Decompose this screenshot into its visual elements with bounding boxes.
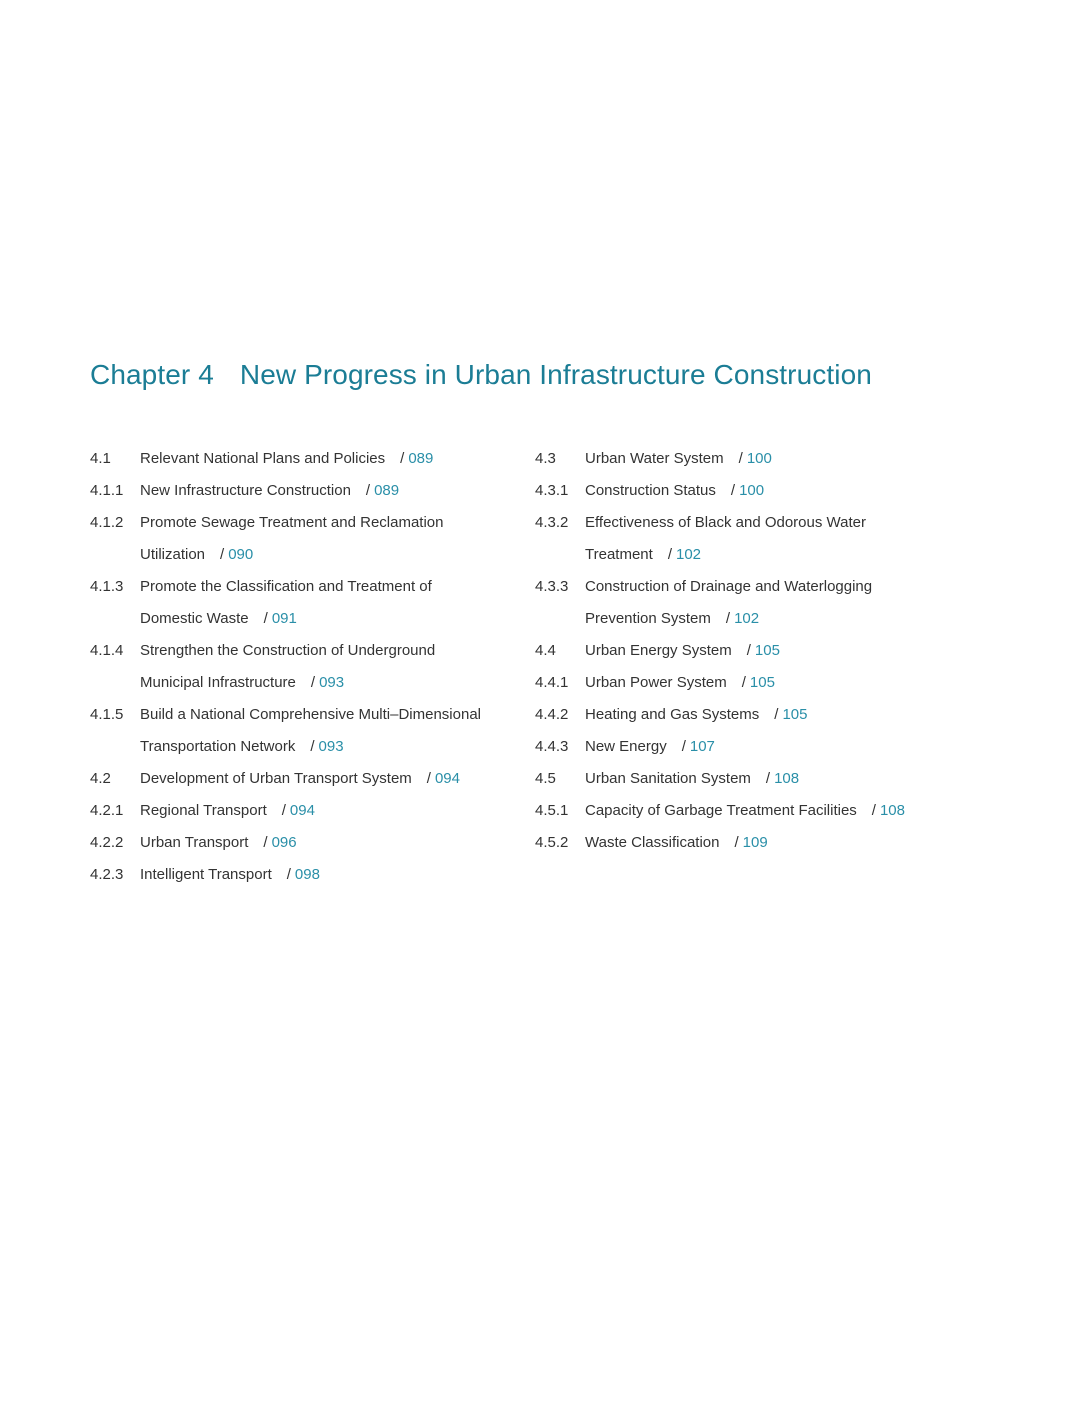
toc-line [90, 795, 520, 827]
toc-page-separator: / [310, 738, 315, 755]
toc-section-number: 4.4.2 [535, 706, 569, 723]
toc-entry[interactable] [90, 859, 520, 891]
toc-page-number[interactable]: 094 [289, 802, 315, 819]
toc-line [535, 475, 955, 507]
toc-page-separator: / [774, 706, 779, 723]
toc-page-separator: / [871, 802, 876, 819]
toc-page-number[interactable]: 105 [749, 674, 775, 691]
chapter-label: Chapter 4 [90, 359, 214, 390]
toc-entry[interactable] [535, 731, 955, 763]
toc-line [535, 443, 955, 475]
toc-page-number[interactable]: 100 [739, 482, 765, 499]
toc-page-separator: / [734, 834, 739, 851]
toc-entry[interactable] [90, 795, 520, 827]
toc-section-title: Regional Transport [140, 802, 267, 819]
toc-section-title: Urban Transport [140, 834, 249, 851]
toc-section-number: 4.5.2 [535, 834, 569, 851]
toc-page-number[interactable]: 107 [689, 738, 715, 755]
toc-entry[interactable] [535, 571, 955, 635]
toc-section-title: Urban Sanitation System [585, 770, 751, 787]
toc-line [535, 603, 955, 635]
toc-section-title: Construction of Drainage and Waterlogging [585, 578, 873, 595]
toc-section-title: Urban Power System [585, 674, 727, 691]
toc-line [90, 603, 520, 635]
toc-section-title: Intelligent Transport [140, 866, 272, 883]
toc-section-number: 4.1 [90, 450, 111, 467]
toc-section-title: Build a National Comprehensive Multi–Dimensional [140, 706, 482, 723]
toc-line [90, 763, 520, 795]
toc-page-number[interactable]: 089 [408, 450, 434, 467]
toc-section-number: 4.1.5 [90, 706, 124, 723]
toc-page-separator: / [365, 482, 371, 499]
toc-section-title: Municipal Infrastructure [140, 674, 296, 691]
chapter-title [90, 356, 872, 394]
toc-line [535, 635, 955, 667]
toc-column-right [535, 443, 955, 859]
toc-page-separator: / [765, 770, 771, 787]
toc-section-title: Effectiveness of Black and Odorous Water [585, 514, 866, 531]
toc-section-number: 4.4.1 [535, 674, 569, 691]
toc-page-separator: / [426, 770, 431, 787]
toc-section-number: 4.2.3 [90, 866, 124, 883]
toc-page-separator: / [746, 642, 751, 659]
toc-entry[interactable] [90, 571, 520, 635]
toc-entry[interactable] [90, 827, 520, 859]
toc-page-number[interactable]: 091 [271, 610, 297, 627]
toc-section-title: Heating and Gas Systems [585, 706, 760, 723]
toc-entry[interactable] [90, 507, 520, 571]
toc-section-title: Urban Energy System [585, 642, 732, 659]
toc-column-left [90, 443, 520, 891]
toc-section-number: 4.2.1 [90, 802, 124, 819]
toc-page-number[interactable]: 102 [734, 610, 760, 627]
toc-section-number: 4.1.1 [90, 482, 124, 499]
toc-page-separator: / [725, 610, 731, 627]
toc-page-separator: / [263, 834, 268, 851]
toc-page-separator: / [681, 738, 686, 755]
toc-page-separator: / [281, 802, 286, 819]
toc-section-title: Relevant National Plans and Policies [140, 450, 386, 467]
toc-page-separator: / [286, 866, 291, 883]
toc-section-number: 4.3 [535, 450, 556, 467]
toc-section-title: Development of Urban Transport System [140, 770, 412, 787]
toc-section-number: 4.1.4 [90, 642, 124, 659]
toc-line [90, 475, 520, 507]
toc-page-number[interactable]: 105 [754, 642, 780, 659]
toc-section-number: 4.5 [535, 770, 556, 787]
toc-entry[interactable] [90, 699, 520, 763]
toc-page-number[interactable]: 100 [746, 450, 772, 467]
toc-line [90, 859, 520, 891]
toc-line [535, 763, 955, 795]
toc-line [90, 699, 520, 731]
toc-line [535, 667, 955, 699]
toc-page-number[interactable]: 108 [774, 770, 800, 787]
toc-page-number[interactable]: 089 [374, 482, 400, 499]
toc-entry[interactable] [90, 763, 520, 795]
toc-section-number: 4.4 [535, 642, 556, 659]
toc-section-number: 4.3.1 [535, 482, 569, 499]
toc-page-number[interactable]: 105 [782, 706, 808, 723]
toc-line [535, 507, 955, 539]
toc-section-title: Construction Status [585, 482, 716, 499]
toc-entry[interactable] [90, 635, 520, 699]
chapter-heading: New Progress in Urban Infrastructure Construction [239, 359, 872, 390]
toc-section-number: 4.1.2 [90, 514, 124, 531]
toc-page-separator: / [738, 450, 743, 467]
toc-section-number: 4.2.2 [90, 834, 124, 851]
toc-section-number: 4.2 [90, 770, 111, 787]
toc-section-title: Strengthen the Construction of Underground [140, 642, 436, 659]
toc-page-separator: / [310, 674, 316, 691]
toc-entry[interactable] [535, 827, 955, 859]
toc-entry[interactable] [90, 475, 520, 507]
toc-page-separator: / [220, 546, 225, 563]
toc-page-separator: / [263, 610, 268, 627]
toc-page-number[interactable]: 094 [434, 770, 460, 787]
toc-page-separator: / [741, 674, 746, 691]
toc-line [535, 539, 955, 571]
toc-line [90, 731, 520, 763]
toc-entry[interactable] [535, 763, 955, 795]
toc-page-separator: / [667, 546, 672, 563]
toc-section-title: Treatment [585, 546, 653, 563]
toc-entry[interactable] [535, 795, 955, 827]
toc-section-title: Prevention System [585, 610, 711, 627]
toc-entry[interactable] [535, 507, 955, 571]
toc-section-title: Urban Water System [585, 450, 724, 467]
toc-page-number[interactable]: 102 [675, 546, 702, 563]
toc-line [90, 827, 520, 859]
toc-line [90, 571, 520, 603]
toc-entry[interactable] [535, 443, 955, 475]
toc-page-number[interactable]: 096 [271, 834, 297, 851]
toc-section-title: Promote Sewage Treatment and Reclamation [140, 514, 444, 531]
toc-page-number[interactable]: 098 [294, 866, 320, 883]
toc-entry[interactable] [535, 635, 955, 667]
toc-entry[interactable] [90, 443, 520, 475]
toc-section-number: 4.1.3 [90, 578, 124, 595]
toc-line [535, 731, 955, 763]
toc-page-separator: / [730, 482, 736, 499]
toc-section-title: Domestic Waste [140, 610, 249, 627]
toc-entry[interactable] [535, 699, 955, 731]
toc-page-number[interactable]: 093 [318, 738, 344, 755]
toc-line [535, 795, 955, 827]
toc-section-title: Promote the Classification and Treatment of [140, 578, 432, 595]
toc-section-number: 4.3.2 [535, 514, 569, 531]
toc-section-number: 4.5.1 [535, 802, 569, 819]
toc-line [535, 571, 955, 603]
toc-section-number: 4.4.3 [535, 738, 569, 755]
toc-entry[interactable] [535, 667, 955, 699]
toc-section-title: Capacity of Garbage Treatment Facilities [585, 802, 857, 819]
toc-page-number[interactable]: 090 [228, 546, 254, 563]
toc-section-title: New Energy [585, 738, 667, 755]
toc-page-number[interactable]: 109 [742, 834, 768, 851]
toc-page-number[interactable]: 093 [319, 674, 345, 691]
toc-section-title: Utilization [140, 546, 206, 563]
toc-page-separator: / [400, 450, 405, 467]
toc-section-title: Transportation Network [140, 738, 296, 755]
toc-line [90, 539, 520, 571]
toc-section-number: 4.3.3 [535, 578, 569, 595]
toc-line [90, 635, 520, 667]
toc-line [535, 827, 955, 859]
toc-line [90, 443, 520, 475]
toc-section-title: New Infrastructure Construction [140, 482, 351, 499]
toc-line [90, 667, 520, 699]
toc-entry[interactable] [535, 475, 955, 507]
toc-line [535, 699, 955, 731]
toc-section-title: Waste Classification [585, 834, 720, 851]
toc-line [90, 507, 520, 539]
toc-page-number[interactable]: 108 [879, 802, 905, 819]
